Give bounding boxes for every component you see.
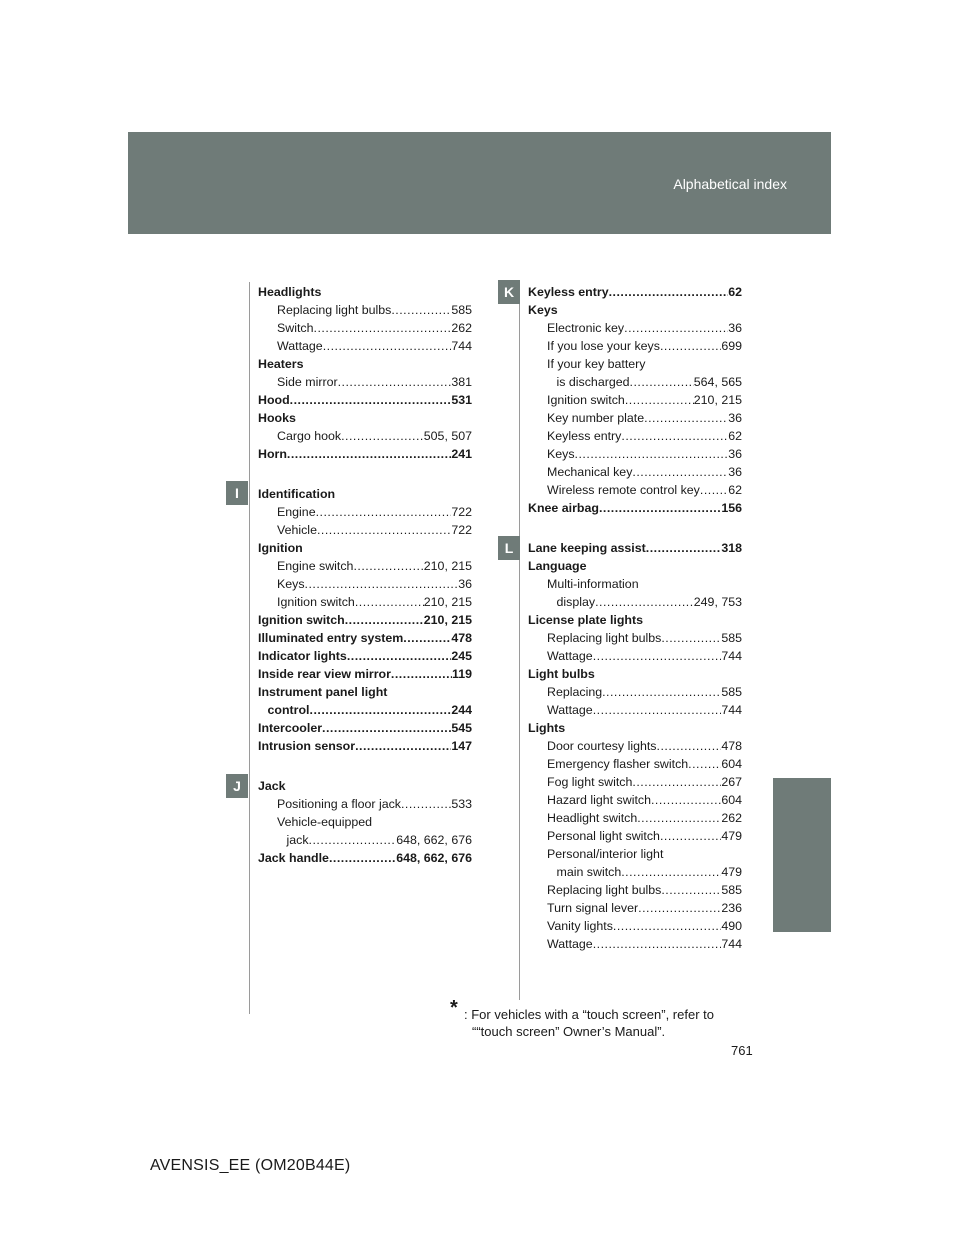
index-entry	[528, 863, 742, 881]
dot-leader	[595, 593, 694, 611]
dot-leader	[624, 319, 728, 337]
entry-page: 479	[721, 829, 742, 843]
entry-page: 62	[728, 285, 742, 299]
entry-page: 381	[451, 375, 472, 389]
entry-term: Turn signal lever	[547, 901, 639, 915]
entry-page: 585	[721, 685, 742, 699]
dot-leader	[599, 499, 721, 517]
dot-leader	[625, 391, 694, 409]
entry-page: 245	[451, 649, 472, 663]
entry-page: 210, 215	[693, 393, 742, 407]
index-entry	[528, 337, 742, 355]
entry-term: Wattage	[547, 937, 593, 951]
dot-leader	[305, 575, 459, 593]
index-entry	[528, 593, 742, 611]
dot-leader	[338, 373, 452, 391]
entry-page: 744	[721, 937, 742, 951]
dot-leader	[317, 521, 451, 539]
letter-tab-j: J	[226, 774, 248, 798]
dot-leader	[632, 773, 721, 791]
index-entry	[528, 409, 742, 427]
entry-page: 699	[721, 339, 742, 353]
entry-page: 210, 215	[423, 613, 472, 627]
dot-leader	[347, 647, 452, 665]
index-entry	[528, 701, 742, 719]
entry-page: 241	[451, 447, 472, 461]
dot-leader	[651, 791, 721, 809]
index-entry	[528, 463, 742, 481]
index-entry	[528, 319, 742, 337]
index-entry	[528, 791, 742, 809]
index-entry	[258, 593, 472, 611]
dot-leader	[644, 409, 728, 427]
entry-term: Illuminated entry system	[258, 631, 404, 645]
index-entry	[258, 503, 472, 521]
entry-page: 648, 662, 676	[396, 851, 472, 865]
entry-term: Knee airbag	[528, 501, 599, 515]
entry-term: jack	[286, 833, 309, 847]
entry-term: Replacing light bulbs	[547, 883, 662, 897]
index-entry	[258, 319, 472, 337]
entry-term: Keys	[277, 577, 305, 591]
index-entry	[258, 373, 472, 391]
dot-leader	[314, 319, 452, 337]
entry-term: Positioning a floor jack	[277, 797, 401, 811]
entry-page: 318	[721, 541, 742, 555]
page-number: 761	[731, 1043, 753, 1058]
index-entry	[528, 719, 742, 737]
entry-term: Light bulbs	[528, 667, 595, 681]
index-entry	[258, 557, 472, 575]
dot-leader	[355, 737, 451, 755]
document-code: AVENSIS_EE (OM20B44E)	[150, 1157, 351, 1174]
dot-leader	[355, 593, 424, 611]
left-column-rule	[249, 282, 250, 1014]
index-entry	[258, 391, 472, 409]
entry-term: Key number plate	[547, 411, 645, 425]
index-entry	[528, 845, 742, 863]
index-entry	[528, 557, 742, 575]
index-entry	[258, 409, 472, 427]
index-entry	[258, 337, 472, 355]
dot-leader	[621, 427, 728, 445]
entry-term: Vanity lights	[547, 919, 613, 933]
page-header	[128, 132, 831, 234]
entry-page: 262	[451, 321, 472, 335]
dot-leader	[700, 481, 728, 499]
entry-page: 36	[728, 465, 742, 479]
index-entry	[258, 575, 472, 593]
entry-term: Emergency flasher switch	[547, 757, 689, 771]
footnote-line-1: : For vehicles with a “touch screen”, refer to	[464, 1007, 714, 1022]
entry-page: 585	[721, 631, 742, 645]
index-entry	[528, 445, 742, 463]
entry-page: 147	[451, 739, 472, 753]
dot-leader	[310, 701, 452, 719]
index-entry	[528, 373, 742, 391]
dot-leader	[602, 683, 721, 701]
entry-term: Keyless entry	[547, 429, 622, 443]
entry-term: Wattage	[547, 703, 593, 717]
index-entry	[258, 849, 472, 867]
entry-term: Intrusion sensor	[258, 739, 356, 753]
footnote-line-2: ““touch screen” Owner’s Manual”.	[472, 1024, 666, 1039]
letter-tab-l: L	[498, 536, 520, 560]
entry-term: Ignition switch	[258, 613, 345, 627]
index-entry	[258, 611, 472, 629]
entry-term: If your key battery	[547, 357, 646, 371]
entry-term: display	[556, 595, 596, 609]
index-entry	[528, 665, 742, 683]
entry-page: 479	[721, 865, 742, 879]
entry-page: 262	[721, 811, 742, 825]
index-entry	[528, 283, 742, 301]
entry-term: Personal light switch	[547, 829, 660, 843]
entry-term: Headlights	[258, 285, 322, 299]
entry-term: Door courtesy lights	[547, 739, 657, 753]
entry-term: Keys	[528, 303, 558, 317]
index-entry	[528, 917, 742, 935]
dot-leader	[316, 503, 452, 521]
index-entry	[258, 629, 472, 647]
entry-term: is discharged	[556, 375, 630, 389]
dot-leader	[290, 391, 452, 409]
entry-term: Jack handle	[258, 851, 329, 865]
entry-term: Mechanical key	[547, 465, 633, 479]
entry-term: Identification	[258, 487, 336, 501]
dot-leader	[609, 283, 729, 301]
entry-term: Lights	[528, 721, 566, 735]
index-entry	[528, 611, 742, 629]
entry-term: License plate lights	[528, 613, 643, 627]
index-entry	[528, 827, 742, 845]
entry-page: 604	[721, 757, 742, 771]
entry-page: 545	[451, 721, 472, 735]
entry-page: 564, 565	[693, 375, 742, 389]
dot-leader	[661, 881, 721, 899]
entry-term: Wireless remote control key	[547, 483, 700, 497]
entry-term: Headlight switch	[547, 811, 638, 825]
entry-page: 156	[721, 501, 742, 515]
index-entry	[258, 539, 472, 557]
entry-term: Electronic key	[547, 321, 625, 335]
dot-leader	[309, 831, 397, 849]
index-entry	[258, 301, 472, 319]
index-entry	[528, 881, 742, 899]
dot-leader	[353, 557, 423, 575]
index-entry	[528, 683, 742, 701]
entry-term: Hood	[258, 393, 290, 407]
index-entry	[258, 719, 472, 737]
dot-leader	[341, 427, 424, 445]
index-entry	[258, 777, 472, 795]
entry-term: Personal/interior light	[547, 847, 664, 861]
right-column-rule	[519, 282, 520, 1000]
entry-term: Replacing light bulbs	[277, 303, 392, 317]
entry-page: 36	[728, 321, 742, 335]
entry-page: 62	[728, 483, 742, 497]
index-entry	[258, 795, 472, 813]
entry-term: Side mirror	[277, 375, 338, 389]
entry-page: 36	[728, 411, 742, 425]
dot-leader	[637, 809, 721, 827]
dot-leader	[660, 337, 721, 355]
entry-page: 604	[721, 793, 742, 807]
index-entry	[258, 445, 472, 463]
index-entry	[258, 283, 472, 301]
entry-term: Wattage	[547, 649, 593, 663]
dot-leader	[287, 445, 451, 463]
index-entry	[528, 935, 742, 953]
dot-leader	[403, 629, 451, 647]
entry-page: 648, 662, 676	[396, 833, 472, 847]
entry-page: 505, 507	[423, 429, 472, 443]
entry-term: Keyless entry	[528, 285, 609, 299]
entry-term: Switch	[277, 321, 314, 335]
dot-leader	[322, 719, 451, 737]
dot-leader	[621, 863, 721, 881]
entry-term: Hooks	[258, 411, 296, 425]
index-entry	[258, 701, 472, 719]
index-entry	[528, 427, 742, 445]
entry-term: Cargo hook	[277, 429, 342, 443]
entry-page: 531	[451, 393, 472, 407]
entry-term: Vehicle	[277, 523, 317, 537]
index-entry	[528, 629, 742, 647]
index-entry	[528, 809, 742, 827]
index-entry	[258, 427, 472, 445]
dot-leader	[593, 647, 722, 665]
entry-term: Engine	[277, 505, 316, 519]
entry-term: Indicator lights	[258, 649, 347, 663]
dot-leader	[632, 463, 728, 481]
dot-leader	[329, 849, 396, 867]
index-entry	[258, 665, 472, 683]
dot-leader	[638, 899, 721, 917]
index-entry	[528, 539, 742, 557]
dot-leader	[391, 301, 451, 319]
entry-page: 478	[721, 739, 742, 753]
index-entry	[258, 683, 472, 701]
entry-term: If you lose your keys	[547, 339, 660, 353]
entry-term: control	[267, 703, 310, 717]
entry-term: Inside rear view mirror	[258, 667, 391, 681]
entry-term: Hazard light switch	[547, 793, 651, 807]
index-entry	[528, 481, 742, 499]
entry-page: 478	[451, 631, 472, 645]
dot-leader	[391, 665, 452, 683]
entry-page: 244	[451, 703, 472, 717]
entry-page: 744	[721, 703, 742, 717]
index-entry	[258, 647, 472, 665]
section-side-tab	[773, 778, 831, 932]
index-entry	[528, 355, 742, 373]
entry-term: Intercooler	[258, 721, 323, 735]
entry-page: 236	[721, 901, 742, 915]
dot-leader	[646, 539, 722, 557]
entry-page: 36	[728, 447, 742, 461]
entry-term: Ignition	[258, 541, 303, 555]
dot-leader	[688, 755, 721, 773]
dot-leader	[630, 373, 694, 391]
dot-leader	[401, 795, 451, 813]
index-entry	[258, 737, 472, 755]
index-entry	[528, 755, 742, 773]
index-entry	[258, 485, 472, 503]
dot-leader	[613, 917, 721, 935]
dot-leader	[657, 737, 722, 755]
dot-leader	[345, 611, 424, 629]
entry-page: 744	[451, 339, 472, 353]
index-entry	[258, 831, 472, 849]
entry-term: Heaters	[258, 357, 304, 371]
entry-page: 722	[451, 505, 472, 519]
entry-page: 210, 215	[423, 595, 472, 609]
entry-page: 210, 215	[423, 559, 472, 573]
entry-term: Fog light switch	[547, 775, 633, 789]
footnote-asterisk: *	[450, 997, 458, 1019]
entry-term: Multi-information	[547, 577, 639, 591]
index-entry	[528, 301, 742, 319]
entry-term: Replacing light bulbs	[547, 631, 662, 645]
entry-page: 585	[451, 303, 472, 317]
entry-term: Keys	[547, 447, 575, 461]
entry-term: Language	[528, 559, 587, 573]
index-entry	[528, 773, 742, 791]
dot-leader	[593, 935, 722, 953]
index-entry	[528, 575, 742, 593]
entry-page: 585	[721, 883, 742, 897]
index-entry	[528, 899, 742, 917]
entry-term: Vehicle-equipped	[277, 815, 373, 829]
entry-term: Horn	[258, 447, 287, 461]
dot-leader	[660, 827, 721, 845]
entry-page: 36	[458, 577, 472, 591]
index-entry	[528, 647, 742, 665]
entry-term: Replacing	[547, 685, 603, 699]
index-entry	[528, 737, 742, 755]
letter-tab-k: K	[498, 280, 520, 304]
entry-term: Lane keeping assist	[528, 541, 646, 555]
entry-term: Ignition switch	[547, 393, 625, 407]
dot-leader	[661, 629, 721, 647]
entry-page: 490	[721, 919, 742, 933]
entry-page: 722	[451, 523, 472, 537]
entry-term: Ignition switch	[277, 595, 355, 609]
entry-term: Instrument panel light	[258, 685, 388, 699]
dot-leader	[575, 445, 729, 463]
entry-page: 249, 753	[693, 595, 742, 609]
letter-tab-i: I	[226, 481, 248, 505]
header-title: Alphabetical index	[673, 176, 787, 192]
index-entry	[258, 813, 472, 831]
index-entry	[528, 391, 742, 409]
entry-page: 119	[452, 667, 472, 681]
dot-leader	[323, 337, 452, 355]
entry-term: Wattage	[277, 339, 323, 353]
entry-page: 744	[721, 649, 742, 663]
entry-page: 533	[451, 797, 472, 811]
index-entry	[258, 521, 472, 539]
index-entry	[258, 355, 472, 373]
entry-term: Engine switch	[277, 559, 354, 573]
entry-page: 267	[721, 775, 742, 789]
entry-term: Jack	[258, 779, 286, 793]
index-entry	[528, 499, 742, 517]
dot-leader	[593, 701, 722, 719]
entry-page: 62	[728, 429, 742, 443]
entry-term: main switch	[556, 865, 622, 879]
